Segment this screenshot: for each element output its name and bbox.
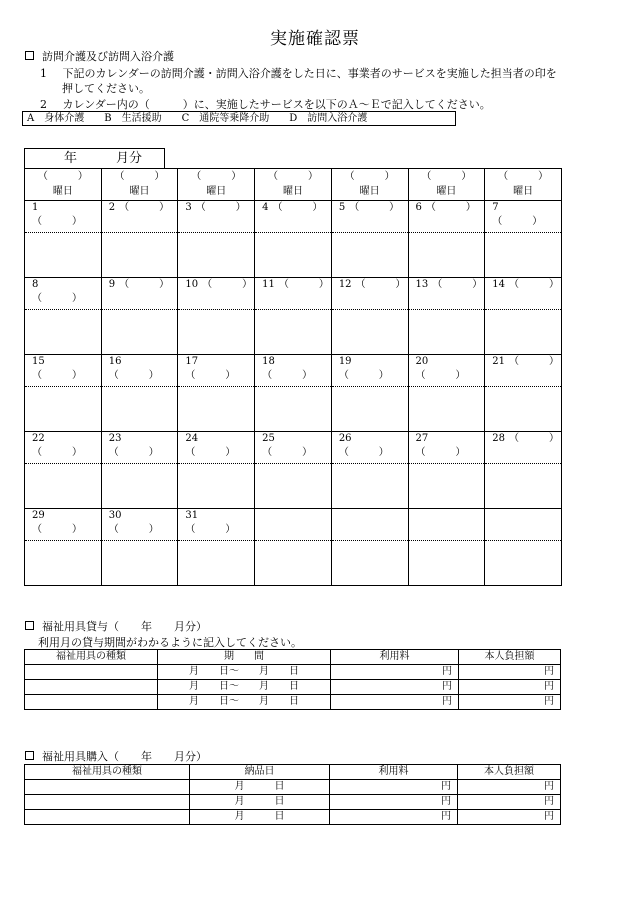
stamp-cell[interactable] (255, 541, 332, 586)
day-number: 12 (338, 279, 352, 290)
stamp-cell[interactable] (178, 541, 255, 586)
calendar-week-row (25, 355, 562, 387)
stamp-cell[interactable] (101, 233, 178, 278)
rental-row (25, 695, 561, 710)
day-number: 13 (415, 279, 429, 290)
purchase-type-cell[interactable] (25, 780, 190, 795)
calendar-day-cell[interactable] (255, 432, 332, 464)
day-number: 30 (108, 510, 122, 521)
service-code-paren[interactable]: （ ） (415, 370, 466, 381)
stamp-cell[interactable] (178, 464, 255, 509)
service-code-paren[interactable]: （ ） (195, 202, 246, 213)
rental-copay-cell[interactable]: 円 (459, 665, 561, 680)
day-number: 14 (492, 279, 505, 290)
stamp-cell[interactable] (101, 541, 178, 586)
service-code-paren[interactable]: （ ） (32, 524, 82, 535)
service-code-paren[interactable]: （ ） (185, 370, 236, 381)
day-number: 1 (32, 202, 39, 213)
calendar-day-cell[interactable] (255, 278, 332, 310)
weekday-label: 曜日 (436, 186, 457, 197)
rental-fee-cell[interactable]: 円 (331, 695, 459, 710)
service-code-paren[interactable]: （ ） (32, 447, 82, 458)
calendar-day-cell[interactable] (408, 278, 485, 310)
day-number: 5 (338, 202, 346, 213)
day-number: 11 (262, 279, 275, 290)
day-number: 9 (108, 279, 116, 290)
day-number: 29 (32, 510, 45, 521)
day-number: 25 (262, 433, 275, 444)
calendar-day-cell[interactable] (25, 432, 102, 464)
service-code-paren[interactable]: （ ） (119, 202, 170, 213)
calendar-day-cell[interactable] (25, 509, 102, 541)
weekday-header (101, 169, 178, 201)
purchase-date-cell[interactable]: 月 日 (190, 810, 330, 825)
instruction-1-num: 1 (40, 67, 47, 80)
weekday-header (255, 169, 332, 201)
day-number: 24 (185, 433, 199, 444)
stamp-cell[interactable] (485, 310, 562, 355)
calendar-day-cell[interactable] (101, 201, 178, 233)
weekday-label: 曜日 (282, 186, 303, 197)
calendar-day-cell[interactable] (408, 509, 485, 541)
service-code-paren[interactable]: （ ） (355, 279, 406, 290)
calendar-day-cell[interactable] (178, 355, 255, 387)
rental-period-cell[interactable]: 月 日～ 月 日 (158, 695, 331, 710)
calendar-header-row (25, 169, 562, 201)
rental-type-cell[interactable] (25, 695, 158, 710)
section1-heading-text: 訪問介護及び訪問入浴介護 (42, 50, 174, 63)
purchase-row (25, 780, 561, 795)
calendar-day-cell[interactable] (255, 201, 332, 233)
rental-heading-text: 福祉用具貸与（ 年 月分） (42, 620, 207, 633)
calendar-day-cell[interactable] (25, 355, 102, 387)
service-code-paren[interactable]: （ ） (508, 433, 559, 444)
weekday-paren: （ ） (267, 171, 318, 182)
weekday-label: 曜日 (52, 186, 73, 197)
calendar-day-cell[interactable] (331, 432, 408, 464)
calendar-day-cell[interactable] (101, 432, 178, 464)
weekday-header (485, 169, 562, 201)
calendar-stamp-row (25, 541, 562, 586)
calendar-day-cell[interactable] (25, 278, 102, 310)
calendar-day-cell[interactable] (331, 278, 408, 310)
month-label: 年 月分 (24, 148, 165, 168)
weekday-paren: （ ） (498, 171, 549, 182)
stamp-cell[interactable] (331, 464, 408, 509)
stamp-cell[interactable] (485, 464, 562, 509)
rental-period-cell[interactable]: 月 日～ 月 日 (158, 680, 331, 695)
calendar-week-row (25, 509, 562, 541)
stamp-cell[interactable] (255, 233, 332, 278)
page-title: 実施確認票 (270, 29, 360, 49)
stamp-cell[interactable] (25, 310, 102, 355)
stamp-cell[interactable] (331, 233, 408, 278)
purchase-table (24, 764, 561, 825)
purchase-fee-cell[interactable]: 円 (330, 795, 458, 810)
day-number: 6 (415, 202, 422, 213)
day-number: 26 (338, 433, 352, 444)
rental-header-fee: 利用料 (331, 650, 459, 665)
weekday-header (178, 169, 255, 201)
rental-note: 利用月の貸与期間がわかるように記入してください。 (38, 636, 302, 649)
calendar-day-cell[interactable] (101, 278, 178, 310)
calendar-day-cell[interactable] (101, 355, 178, 387)
purchase-date-cell[interactable]: 月 日 (190, 780, 330, 795)
service-code-paren[interactable]: （ ） (262, 447, 313, 458)
stamp-cell[interactable] (255, 310, 332, 355)
day-number: 17 (185, 356, 199, 367)
day-number: 22 (32, 433, 45, 444)
calendar-day-cell[interactable] (331, 201, 408, 233)
weekday-header (25, 169, 102, 201)
purchase-header-copay: 本人負担額 (458, 765, 561, 780)
purchase-header-date: 納品日 (190, 765, 330, 780)
service-code-paren[interactable]: （ ） (108, 524, 159, 535)
stamp-cell[interactable] (255, 387, 332, 432)
day-number: 7 (492, 202, 499, 213)
checkbox-icon (25, 621, 34, 630)
rental-fee-cell[interactable]: 円 (331, 665, 459, 680)
service-code-paren[interactable]: （ ） (508, 279, 559, 290)
checkbox-icon (25, 51, 34, 60)
purchase-type-cell[interactable] (25, 810, 190, 825)
purchase-fee-cell[interactable]: 円 (330, 810, 458, 825)
service-code-paren[interactable]: （ ） (108, 447, 159, 458)
service-code-paren[interactable]: （ ） (425, 202, 476, 213)
service-code-paren[interactable]: （ ） (278, 279, 329, 290)
rental-copay-cell[interactable]: 円 (459, 680, 561, 695)
day-number: 10 (185, 279, 199, 290)
purchase-row (25, 795, 561, 810)
calendar-stamp-row (25, 310, 562, 355)
calendar-week-row (25, 201, 562, 233)
rental-table (24, 649, 561, 710)
stamp-cell[interactable] (485, 387, 562, 432)
calendar-day-cell[interactable] (255, 509, 332, 541)
purchase-header-row (25, 765, 561, 780)
calendar-day-cell[interactable] (178, 201, 255, 233)
weekday-paren: （ ） (421, 171, 472, 182)
calendar-day-cell[interactable] (331, 355, 408, 387)
weekday-label: 曜日 (359, 186, 380, 197)
calendar-day-cell[interactable] (485, 509, 562, 541)
stamp-cell[interactable] (178, 233, 255, 278)
purchase-heading (25, 748, 207, 764)
instruction-2 (40, 96, 491, 112)
calendar-day-cell[interactable] (485, 278, 562, 310)
stamp-cell[interactable] (331, 541, 408, 586)
weekday-paren: （ ） (114, 171, 165, 182)
service-code-paren[interactable]: （ ） (32, 370, 82, 381)
stamp-cell[interactable] (101, 310, 178, 355)
rental-type-cell[interactable] (25, 665, 158, 680)
service-code-paren[interactable]: （ ） (432, 279, 483, 290)
day-number: 16 (108, 356, 122, 367)
calendar-day-cell[interactable] (408, 355, 485, 387)
day-number: 20 (415, 356, 429, 367)
service-code-paren[interactable]: （ ） (185, 447, 236, 458)
instruction-1-line2: 押してください。 (62, 82, 150, 95)
rental-header-type: 福祉用具の種類 (25, 650, 158, 665)
service-legend: A 身体介護 B 生活援助 C 通院等乗降介助 D 訪問入浴介護 (22, 111, 456, 126)
service-code-paren[interactable]: （ ） (492, 216, 543, 227)
service-code-paren[interactable]: （ ） (262, 370, 313, 381)
service-code-paren[interactable]: （ ） (32, 216, 82, 227)
calendar-day-cell[interactable] (25, 201, 102, 233)
instruction-1-line1: 下記のカレンダーの訪問介護・訪問入浴介護をした日に、事業者のサービスを実施した担当者の印を (62, 67, 557, 80)
day-number: 3 (185, 202, 192, 213)
purchase-fee-cell[interactable]: 円 (330, 780, 458, 795)
weekday-label: 曜日 (206, 186, 227, 197)
service-code-paren[interactable]: （ ） (338, 447, 389, 458)
day-number: 31 (185, 510, 199, 521)
rental-type-cell[interactable] (25, 680, 158, 695)
purchase-header-fee: 利用料 (330, 765, 458, 780)
calendar-day-cell[interactable] (178, 278, 255, 310)
instruction-2-text: カレンダー内の（ ）に、実施したサービスを以下のＡ～Ｅで記入してください。 (62, 98, 491, 111)
stamp-cell[interactable] (408, 387, 485, 432)
rental-fee-cell[interactable]: 円 (331, 680, 459, 695)
checkbox-icon (25, 751, 34, 760)
stamp-cell[interactable] (101, 464, 178, 509)
day-number: 18 (262, 356, 275, 367)
calendar-day-cell[interactable] (485, 432, 562, 464)
calendar-week-row (25, 278, 562, 310)
calendar-stamp-row (25, 464, 562, 509)
calendar-stamp-row (25, 233, 562, 278)
rental-row (25, 665, 561, 680)
day-number: 15 (32, 356, 45, 367)
purchase-copay-cell[interactable]: 円 (458, 780, 561, 795)
calendar-day-cell[interactable] (101, 509, 178, 541)
stamp-cell[interactable] (255, 464, 332, 509)
purchase-header-type: 福祉用具の種類 (25, 765, 190, 780)
calendar-day-cell[interactable] (408, 432, 485, 464)
rental-copay-cell[interactable]: 円 (459, 695, 561, 710)
weekday-paren: （ ） (344, 171, 395, 182)
rental-row (25, 680, 561, 695)
stamp-cell[interactable] (331, 310, 408, 355)
rental-period-cell[interactable]: 月 日～ 月 日 (158, 665, 331, 680)
stamp-cell[interactable] (408, 464, 485, 509)
service-code-paren[interactable]: （ ） (508, 356, 559, 367)
day-number: 21 (492, 356, 505, 367)
service-code-paren[interactable]: （ ） (108, 370, 159, 381)
calendar-day-cell[interactable] (178, 509, 255, 541)
service-code-paren[interactable]: （ ） (349, 202, 400, 213)
section1-heading (25, 48, 174, 64)
rental-header-row (25, 650, 561, 665)
day-number: 28 (492, 433, 505, 444)
service-code-paren[interactable]: （ ） (272, 202, 323, 213)
purchase-date-cell[interactable]: 月 日 (190, 795, 330, 810)
calendar-day-cell[interactable] (331, 509, 408, 541)
purchase-heading-text: 福祉用具購入（ 年 月分） (42, 750, 207, 763)
stamp-cell[interactable] (485, 233, 562, 278)
service-code-paren[interactable]: （ ） (338, 370, 389, 381)
service-code-paren[interactable]: （ ） (185, 524, 236, 535)
day-number: 8 (32, 279, 39, 290)
stamp-cell[interactable] (25, 233, 102, 278)
weekday-header (331, 169, 408, 201)
instruction-2-num: 2 (40, 98, 47, 111)
calendar-day-cell[interactable] (408, 201, 485, 233)
calendar-table (24, 168, 562, 586)
weekday-label: 曜日 (129, 186, 150, 197)
stamp-cell[interactable] (408, 310, 485, 355)
stamp-cell[interactable] (178, 387, 255, 432)
service-code-paren[interactable]: （ ） (32, 293, 82, 304)
calendar-day-cell[interactable] (485, 355, 562, 387)
calendar-day-cell[interactable] (485, 201, 562, 233)
rental-header-period: 期 間 (158, 650, 331, 665)
stamp-cell[interactable] (25, 464, 102, 509)
stamp-cell[interactable] (485, 541, 562, 586)
stamp-cell[interactable] (408, 233, 485, 278)
day-number: 4 (262, 202, 269, 213)
purchase-row (25, 810, 561, 825)
day-number: 27 (415, 433, 429, 444)
rental-header-copay: 本人負担額 (459, 650, 561, 665)
calendar-week-row (25, 432, 562, 464)
service-code-paren[interactable]: （ ） (202, 279, 253, 290)
service-code-paren[interactable]: （ ） (415, 447, 466, 458)
weekday-paren: （ ） (37, 171, 88, 182)
weekday-paren: （ ） (191, 171, 242, 182)
day-number: 19 (338, 356, 352, 367)
day-number: 2 (108, 202, 116, 213)
purchase-copay-cell[interactable]: 円 (458, 795, 561, 810)
weekday-header (408, 169, 485, 201)
weekday-label: 曜日 (513, 186, 534, 197)
stamp-cell[interactable] (25, 387, 102, 432)
stamp-cell[interactable] (25, 541, 102, 586)
purchase-copay-cell[interactable]: 円 (458, 810, 561, 825)
calendar-day-cell[interactable] (255, 355, 332, 387)
purchase-type-cell[interactable] (25, 795, 190, 810)
instruction-1 (40, 65, 557, 81)
rental-heading (25, 618, 207, 634)
service-code-paren[interactable]: （ ） (119, 279, 170, 290)
stamp-cell[interactable] (178, 310, 255, 355)
stamp-cell[interactable] (408, 541, 485, 586)
stamp-cell[interactable] (331, 387, 408, 432)
calendar-stamp-row (25, 387, 562, 432)
calendar-day-cell[interactable] (178, 432, 255, 464)
stamp-cell[interactable] (101, 387, 178, 432)
day-number: 23 (108, 433, 122, 444)
